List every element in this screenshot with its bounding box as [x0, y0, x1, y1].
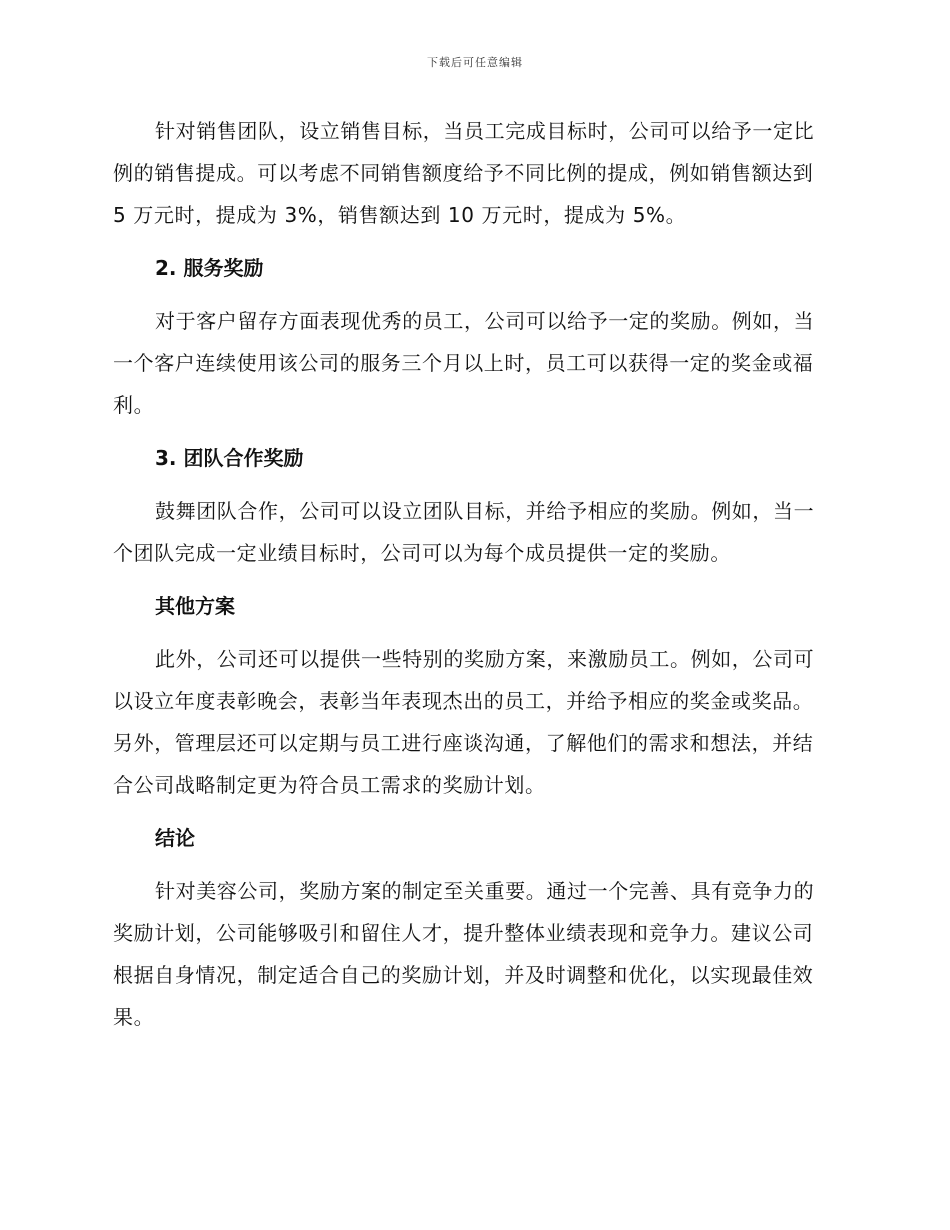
header-note: 下载后可任意编辑: [427, 56, 523, 69]
paragraph-service-reward: 对于客户留存方面表现优秀的员工，公司可以给予一定的奖励。例如，当一个客户连续使用该公司的服务三个月以上时，员工可以获得一定的奖金或福利。: [113, 309, 815, 417]
paragraph-other-plans: 此外，公司还可以提供一些特别的奖励方案，来激励员工。例如，公司可以设立年度表彰晚会，表彰当年表现杰出的员工，并给予相应的奖金或奖品。另外，管理层还可以定期与员工进行座谈沟通，了解他们的需求和想法，并结合公司战略制定更为符合员工需求的奖励计划。: [113, 647, 815, 797]
heading-other-plans: 其他方案: [155, 594, 235, 618]
paragraph-team-reward: 鼓舞团队合作，公司可以设立团队目标，并给予相应的奖励。例如，当一个团队完成一定业绩目标时，公司可以为每个成员提供一定的奖励。: [113, 499, 815, 565]
paragraph-sales-commission: 针对销售团队，设立销售目标，当员工完成目标时，公司可以给予一定比例的销售提成。可以考虑不同销售额度给予不同比例的提成，例如销售额达到 5 万元时，提成为 3%，销售额达到 10 万元时，提成为 5%。: [113, 119, 815, 227]
document-body: [113, 110, 833, 1038]
heading-team-reward: 3. 团队合作奖励: [155, 446, 304, 470]
heading-conclusion: 结论: [155, 826, 195, 850]
paragraph-conclusion: 针对美容公司，奖励方案的制定至关重要。通过一个完善、具有竞争力的奖励计划，公司能够吸引和留住人才，提升整体业绩表现和竞争力。建议公司根据自身情况，制定适合自己的奖励计划，并及时调整和优化，以实现最佳效果。: [113, 879, 815, 1029]
heading-service-reward: 2. 服务奖励: [155, 256, 264, 280]
